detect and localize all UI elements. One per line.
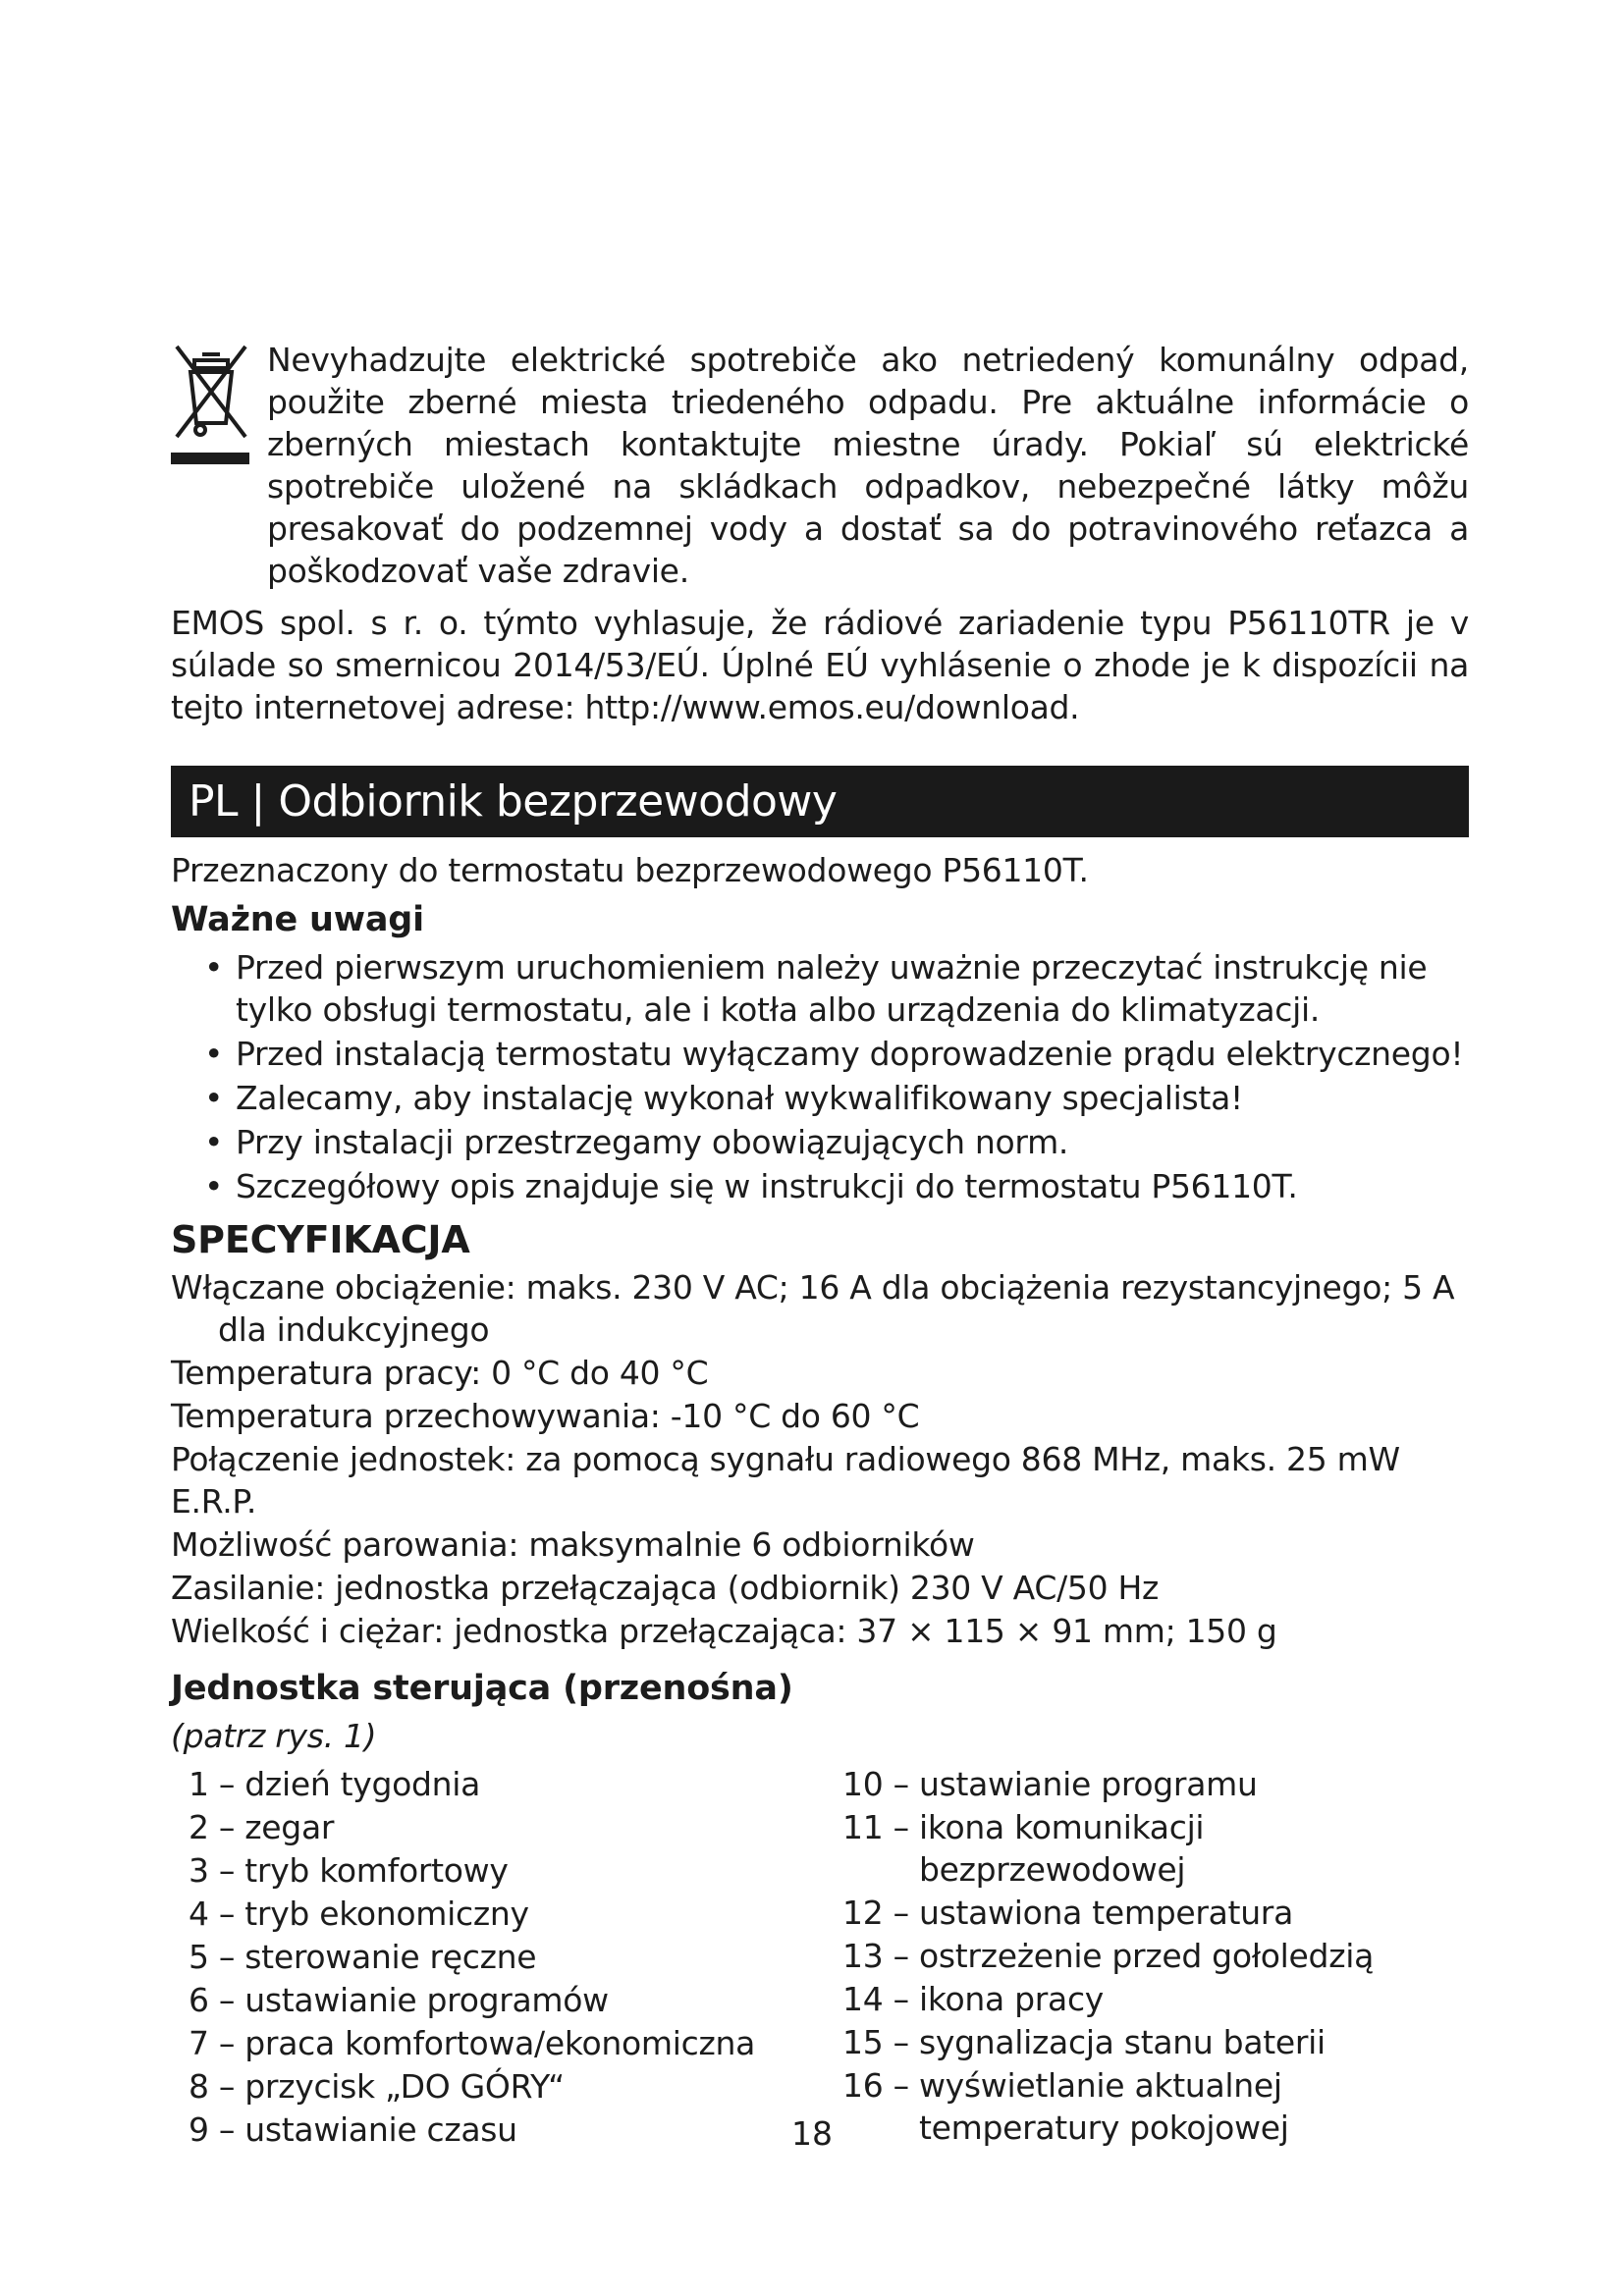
notes-heading: Ważne uwagi	[171, 900, 424, 939]
spec-line: Temperatura pracy: 0 °C do 40 °C	[171, 1354, 709, 1392]
legend-label: tryb ekonomiczny	[244, 1895, 529, 1933]
spec-list	[171, 1266, 1469, 1652]
spec-line: Połączenie jednostek: za pomocą sygnału radiowego 868 MHz, maks. 25 mW E.R.P.	[171, 1440, 1400, 1521]
list-item-text: Przed instalacją termostatu wyłączamy doprowadzenie prądu elektrycznego!	[236, 1035, 1464, 1073]
legend-number: 16 –	[842, 2066, 919, 2105]
legend-number: 10 –	[842, 1765, 919, 1803]
legend-item	[842, 1806, 1469, 1891]
spec-line: Włączane obciążenie: maks. 230 V AC; 16 A dla obciążenia rezystancyjnego; 5 A dla indukcyjnego	[171, 1268, 1455, 1349]
spec-line: Temperatura przechowywania: -10 °C do 60 °C	[171, 1397, 920, 1435]
legend-item	[842, 1935, 1469, 1977]
legend-item	[189, 2065, 842, 2108]
legend-number: 14 –	[842, 1980, 919, 2018]
list-item-text: Zalecamy, aby instalację wykonał wykwalifikowany specjalista!	[236, 1079, 1243, 1117]
legend-label: przycisk „DO GÓRY“	[244, 2067, 565, 2106]
control-unit-heading: Jednostka sterująca (przenośna)	[171, 1669, 793, 1708]
legend-item	[842, 1763, 1469, 1805]
bullet-icon: •	[204, 948, 224, 987]
intro-text: Przeznaczony do termostatu bezprzewodowego P56110T.	[171, 851, 1089, 889]
weee-notice	[171, 339, 1469, 592]
legend-label: ustawianie czasu	[244, 2110, 517, 2149]
legend-number: 12 –	[842, 1894, 919, 1932]
spec-heading: SPECYFIKACJA	[171, 1218, 470, 1261]
legend-number: 8 –	[189, 2067, 245, 2106]
legend-item	[842, 2021, 1469, 2063]
legend-number: 11 –	[842, 1808, 919, 1846]
list-item-text: Przy instalacji przestrzegamy obowiązujących norm.	[236, 1123, 1069, 1161]
legend-label: ostrzeżenie przed gołoledzią	[918, 1937, 1375, 1975]
declaration-text: EMOS spol. s r. o. týmto vyhlasuje, že rádiové zariadenie typu P56110TR je v súlade so smernicou 2014/53/EÚ. Úplné EÚ vyhlásenie o zhode je k dispozícii na tejto internetovej adrese: http://www.emos.eu/download.	[171, 604, 1469, 726]
list-item	[171, 1121, 1469, 1163]
list-item	[171, 1165, 1469, 1207]
notes-list	[171, 946, 1469, 1207]
legend-label: praca komfortowa/ekonomiczna	[244, 2024, 756, 2062]
list-item	[171, 1077, 1469, 1119]
legend-item	[189, 1806, 842, 1848]
legend-item	[189, 1763, 842, 1805]
legend-item	[189, 1979, 842, 2021]
legend-label: ikona komunikacji bezprzewodowej	[918, 1808, 1205, 1889]
bullet-icon: •	[204, 1035, 224, 1073]
spec-line: Możliwość parowania: maksymalnie 6 odbiorników	[171, 1525, 975, 1564]
bullet-icon: •	[204, 1079, 224, 1117]
legend-number: 6 –	[189, 1981, 245, 2019]
legend-item	[842, 1978, 1469, 2020]
legend-column-left	[171, 1763, 842, 2152]
legend-label: sygnalizacja stanu baterii	[918, 2023, 1326, 2061]
page-number: 18	[791, 2114, 833, 2153]
list-item-text: Szczegółowy opis znajduje się w instrukcji do termostatu P56110T.	[236, 1167, 1298, 1205]
list-item-text: Przed pierwszym uruchomieniem należy uważnie przeczytać instrukcję nie tylko obsługi termostatu, ale i kotła albo urządzenia do klimatyzacji.	[236, 948, 1428, 1029]
legend-label: tryb komfortowy	[244, 1851, 509, 1890]
legend-number: 3 –	[189, 1851, 245, 1890]
legend-label: ustawianie programu	[918, 1765, 1258, 1803]
legend-number: 1 –	[189, 1765, 245, 1803]
legend-number: 5 –	[189, 1938, 245, 1976]
figure-reference: (patrz rys. 1)	[171, 1717, 377, 1755]
bullet-icon: •	[204, 1167, 224, 1205]
legend-item	[189, 1849, 842, 1892]
legend-column-right	[842, 1763, 1469, 2152]
legend-number: 7 –	[189, 2024, 245, 2062]
legend-columns	[171, 1763, 1469, 2152]
legend-number: 2 –	[189, 1808, 245, 1846]
legend-number: 9 –	[189, 2110, 245, 2149]
legend-label: dzień tygodnia	[244, 1765, 481, 1803]
spec-line: Wielkość i ciężar: jednostka przełączająca: 37 × 115 × 91 mm; 150 g	[171, 1612, 1277, 1650]
legend-item	[189, 2022, 842, 2064]
legend-label: ustawianie programów	[244, 1981, 609, 2019]
legend-item	[189, 1893, 842, 1935]
legend-label: wyświetlanie aktualnej temperatury pokojowej	[918, 2066, 1289, 2147]
legend-item	[189, 1936, 842, 1978]
legend-label: ustawiona temperatura	[918, 1894, 1293, 1932]
list-item	[171, 1033, 1469, 1075]
crossed-out-wheelie-bin-icon	[171, 339, 249, 468]
legend-label: sterowanie ręczne	[244, 1938, 537, 1976]
legend-label: zegar	[244, 1808, 335, 1846]
legend-number: 4 –	[189, 1895, 245, 1933]
legend-item	[842, 1892, 1469, 1934]
list-item	[171, 946, 1469, 1031]
bullet-icon: •	[204, 1123, 224, 1161]
section-banner: PL | Odbiornik bezprzewodowy	[171, 766, 1469, 837]
weee-text: Nevyhadzujte elektrické spotrebiče ako netriedený komunálny odpad, použite zberné miesta triedeného odpadu. Pre aktuálne informácie o zberných miestach kontaktujte miestne úrady. Pokiaľ sú elektrické spotrebiče uložené na skládkach odpadkov, nebezpečné látky môžu presakovať do podzemnej vody a dostať sa do potravinového reťazca a poškodzovať vaše zdravie.	[267, 341, 1469, 590]
spec-line: Zasilanie: jednostka przełączająca (odbiornik) 230 V AC/50 Hz	[171, 1569, 1160, 1607]
legend-number: 15 –	[842, 2023, 919, 2061]
legend-number: 13 –	[842, 1937, 919, 1975]
manual-page	[171, 339, 1469, 2152]
legend-label: ikona pracy	[918, 1980, 1105, 2018]
